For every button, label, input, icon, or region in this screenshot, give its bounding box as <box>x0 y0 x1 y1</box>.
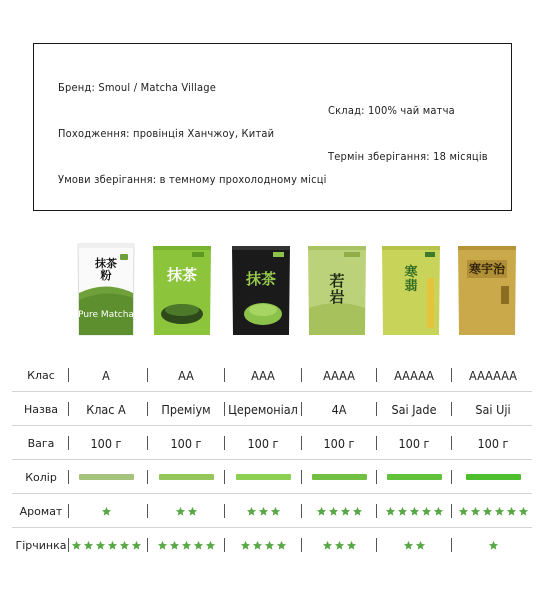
column-separator <box>147 504 148 518</box>
weights-cell: 100 г <box>90 435 122 451</box>
star-icon <box>322 540 333 551</box>
storage-text: Умови зберігання: в темному прохолодному місці <box>58 173 327 186</box>
column-separator <box>224 504 225 518</box>
weights-cell: 100 г <box>247 435 279 451</box>
star-icon <box>187 506 198 517</box>
star-icon <box>488 540 499 551</box>
product-info-box <box>33 43 512 211</box>
star-icon <box>169 540 180 551</box>
aroma-rating <box>149 494 223 528</box>
table-row-aroma <box>12 494 532 528</box>
star-icon <box>95 540 106 551</box>
color-swatch <box>236 474 291 480</box>
bitterness-rating <box>456 528 530 562</box>
star-icon <box>494 506 505 517</box>
product-label-aaaaaa: 寒宇治 <box>468 262 505 276</box>
star-icon <box>107 540 118 551</box>
color-swatch-cell <box>302 460 376 494</box>
color-swatch <box>466 474 521 480</box>
row-label-name: Назва <box>23 402 59 416</box>
column-separator <box>147 368 148 382</box>
classes-cell: AAAA <box>323 367 355 383</box>
star-icon <box>340 506 351 517</box>
star-rating <box>316 506 363 517</box>
star-icon <box>193 540 204 551</box>
names-cell: Sai Jade <box>391 401 437 417</box>
color-swatch <box>387 474 442 480</box>
star-icon <box>205 540 216 551</box>
weights-cell: 100 г <box>170 435 202 451</box>
product-label-aa: 抹茶 <box>166 266 197 284</box>
star-rating <box>322 540 357 551</box>
star-icon <box>334 540 345 551</box>
bitterness-rating <box>69 528 143 562</box>
star-icon <box>409 506 420 517</box>
color-swatch <box>159 474 214 480</box>
star-icon <box>264 540 275 551</box>
star-icon <box>270 506 281 517</box>
table-row-class <box>12 358 532 392</box>
star-icon <box>101 506 112 517</box>
column-separator <box>224 538 225 552</box>
product-label-a: 抹茶粉 <box>95 257 117 282</box>
color-swatch-cell <box>69 460 143 494</box>
classes-cell: AAAAAA <box>469 367 517 383</box>
row-label-class: Клас <box>27 368 55 382</box>
composition-text: Склад: 100% чай матча <box>328 104 455 117</box>
classes-cell: AA <box>178 367 194 383</box>
product-label-aaa: 抹茶 <box>245 270 276 288</box>
aroma-rating <box>302 494 376 528</box>
star-rating <box>488 540 499 551</box>
star-icon <box>119 540 130 551</box>
classes-cell: AAA <box>251 367 275 383</box>
product-image-aaaaaa[interactable] <box>457 238 517 336</box>
table-row-name <box>12 392 532 426</box>
color-swatch-cell <box>377 460 451 494</box>
column-separator <box>147 470 148 484</box>
star-icon <box>258 506 269 517</box>
column-separator <box>451 504 452 518</box>
table-row-weight <box>12 426 532 460</box>
classes-cell: AAAAA <box>394 367 434 383</box>
row-label-bitterness: Гірчинка <box>15 538 67 552</box>
weights-cell: 100 г <box>398 435 430 451</box>
star-icon <box>415 540 426 551</box>
color-swatch-cell <box>226 460 300 494</box>
star-icon <box>157 540 168 551</box>
aroma-rating <box>226 494 300 528</box>
star-icon <box>518 506 529 517</box>
aroma-rating <box>377 494 451 528</box>
star-icon <box>316 506 327 517</box>
star-icon <box>246 506 257 517</box>
product-image-a[interactable] <box>76 238 136 336</box>
table-row-color <box>12 460 532 494</box>
column-separator <box>147 402 148 416</box>
bitterness-rating <box>149 528 223 562</box>
star-icon <box>181 540 192 551</box>
names-cell: Клас А <box>86 401 126 417</box>
column-separator <box>224 470 225 484</box>
star-icon <box>83 540 94 551</box>
column-separator <box>451 402 452 416</box>
names-cell: 4A <box>331 401 347 417</box>
star-icon <box>385 506 396 517</box>
star-rating <box>385 506 444 517</box>
column-separator <box>147 436 148 450</box>
weights-cell: 100 г <box>323 435 355 451</box>
comparison-table <box>12 358 532 562</box>
color-swatch-cell <box>456 460 530 494</box>
star-rating <box>71 540 142 551</box>
column-separator <box>451 368 452 382</box>
star-icon <box>131 540 142 551</box>
product-label-aaaa: 若岩 <box>329 272 345 306</box>
aroma-rating <box>69 494 143 528</box>
star-icon <box>421 506 432 517</box>
weights-cell: 100 г <box>477 435 509 451</box>
column-separator <box>147 538 148 552</box>
product-brand-a: Pure Matcha <box>78 310 134 320</box>
star-icon <box>240 540 251 551</box>
row-label-weight: Вага <box>27 436 55 450</box>
shelf-life-text: Термін зберігання: 18 місяців <box>328 150 488 163</box>
star-icon <box>252 540 263 551</box>
classes-cell: A <box>102 367 110 383</box>
row-label-aroma: Аромат <box>19 504 63 518</box>
product-image-aaaaa[interactable] <box>381 238 441 336</box>
bitterness-rating <box>226 528 300 562</box>
star-icon <box>403 540 414 551</box>
table-row-bitterness <box>12 528 532 562</box>
names-cell: Sai Uji <box>475 401 511 417</box>
star-rating <box>157 540 216 551</box>
color-swatch <box>312 474 367 480</box>
row-label-color: Колір <box>25 470 57 484</box>
bitterness-rating <box>377 528 451 562</box>
column-separator <box>224 402 225 416</box>
aroma-rating <box>456 494 530 528</box>
product-image-aa[interactable] <box>152 238 212 336</box>
origin-text: Походження: провінція Ханчжоу, Китай <box>58 127 275 140</box>
product-images <box>0 238 546 338</box>
star-icon <box>506 506 517 517</box>
star-rating <box>175 506 198 517</box>
column-separator <box>224 368 225 382</box>
star-icon <box>346 540 357 551</box>
column-separator <box>451 436 452 450</box>
star-rating <box>403 540 426 551</box>
star-rating <box>240 540 287 551</box>
star-icon <box>276 540 287 551</box>
star-icon <box>328 506 339 517</box>
column-separator <box>451 538 452 552</box>
product-image-aaa[interactable] <box>231 238 291 336</box>
column-separator <box>451 470 452 484</box>
color-swatch <box>79 474 134 480</box>
star-icon <box>71 540 82 551</box>
brand-text: Бренд: Smoul / Matcha Village <box>58 81 216 94</box>
star-icon <box>352 506 363 517</box>
bitterness-rating <box>302 528 376 562</box>
star-icon <box>397 506 408 517</box>
star-icon <box>458 506 469 517</box>
names-cell: Преміум <box>161 401 211 417</box>
star-icon <box>433 506 444 517</box>
column-separator <box>224 436 225 450</box>
star-rating <box>458 506 529 517</box>
star-rating <box>246 506 281 517</box>
star-icon <box>470 506 481 517</box>
product-label-aaaaa: 寒翡 <box>404 265 418 294</box>
star-icon <box>482 506 493 517</box>
star-icon <box>175 506 186 517</box>
product-image-aaaa[interactable] <box>307 238 367 336</box>
color-swatch-cell <box>149 460 223 494</box>
star-rating <box>101 506 112 517</box>
names-cell: Церемоніал <box>228 401 298 417</box>
